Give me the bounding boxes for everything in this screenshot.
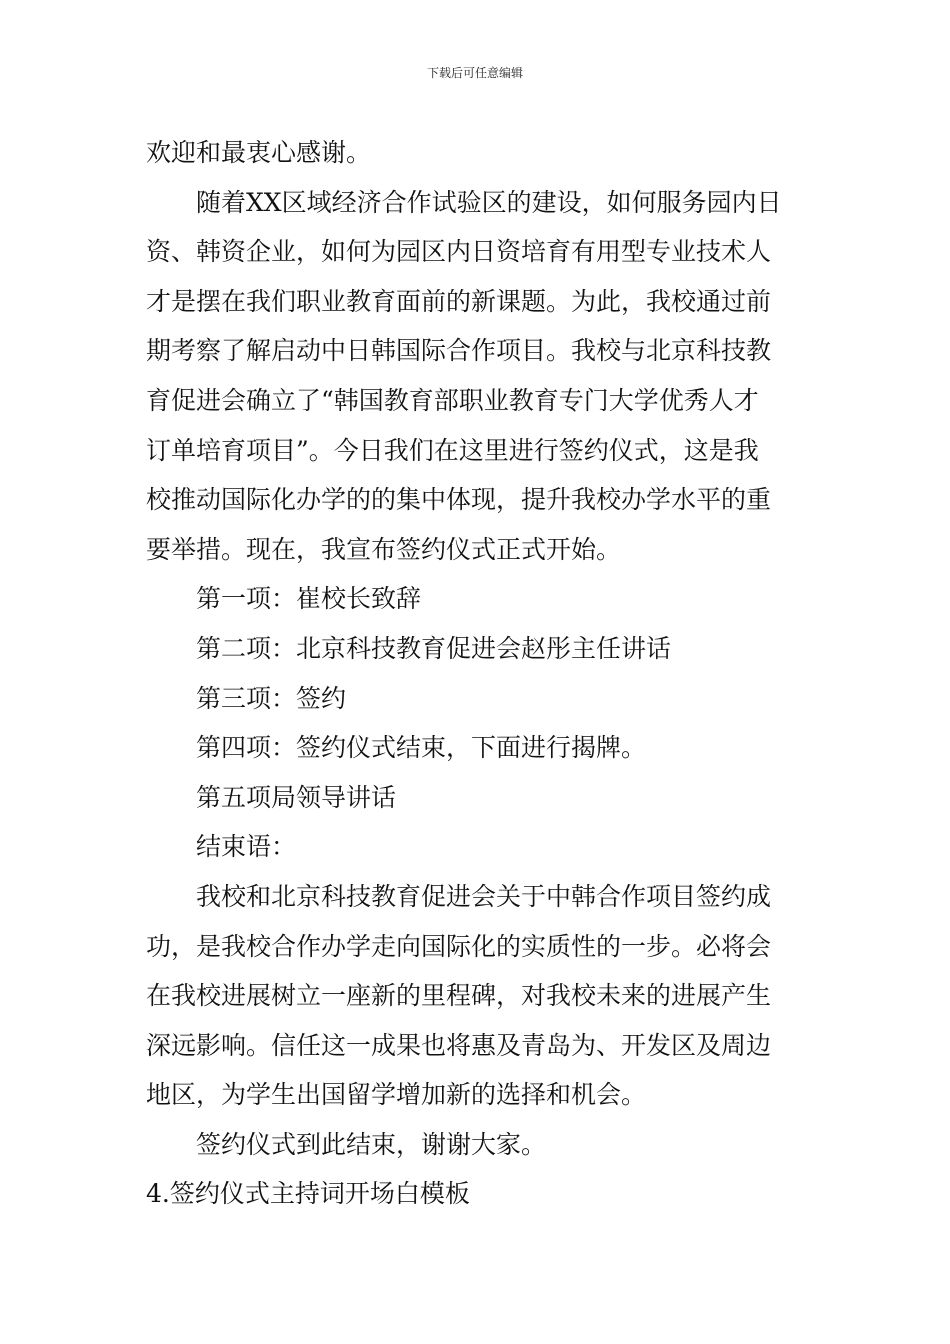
text-line: 在我校进展树立一座新的里程碑，对我校未来的进展产生	[146, 981, 772, 1011]
section-heading: 4.签约仪式主持词开场白模板	[146, 1179, 470, 1209]
agenda-item-4: 第四项：签约仪式结束，下面进行揭牌。	[196, 733, 647, 763]
text-line: 欢迎和最衷心感谢。	[146, 138, 372, 167]
text-line: 资、韩资企业，如何为园区内日资培育有用型专业技术人	[146, 237, 772, 267]
text-line: 签约仪式到此结束，谢谢大家。	[196, 1129, 547, 1159]
agenda-item-3: 第三项：签约	[196, 683, 347, 713]
text-line: 随着XX区域经济合作试验区的建设，如何服务园内日	[196, 187, 782, 217]
document-body	[146, 128, 816, 1219]
closing-heading: 结束语：	[196, 832, 297, 862]
agenda-item-1: 第一项：崔校长致辞	[196, 584, 422, 614]
text-line: 我校和北京科技教育促进会关于中韩合作项目签约成	[196, 881, 772, 911]
agenda-item-2: 第二项：北京科技教育促进会赵彤主任讲话	[196, 633, 672, 663]
text-line: 育促进会确立了“韩国教育部职业教育专门大学优秀人才	[146, 385, 759, 415]
text-line: 期考察了解启动中日韩国际合作项目。我校与北京科技教	[146, 336, 772, 366]
text-line: 功，是我校合作办学走向国际化的实质性的一步。必将会	[146, 931, 772, 961]
text-line: 校推动国际化办学的的集中体现，提升我校办学水平的重	[146, 485, 772, 515]
text-line: 要举措。现在，我宣布签约仪式正式开始。	[146, 534, 622, 564]
text-line: 订单培育项目”。今日我们在这里进行签约仪式，这是我	[146, 435, 759, 465]
text-line: 地区，为学生出国留学增加新的选择和机会。	[146, 1080, 647, 1110]
text-line: 才是摆在我们职业教育面前的新课题。为此，我校通过前	[146, 286, 772, 316]
agenda-item-5: 第五项局领导讲话	[196, 782, 397, 812]
text-line: 深远影响。信任这一成果也将惠及青岛为、开发区及周边	[146, 1030, 772, 1060]
page-header: 下载后可任意编辑	[426, 66, 523, 80]
